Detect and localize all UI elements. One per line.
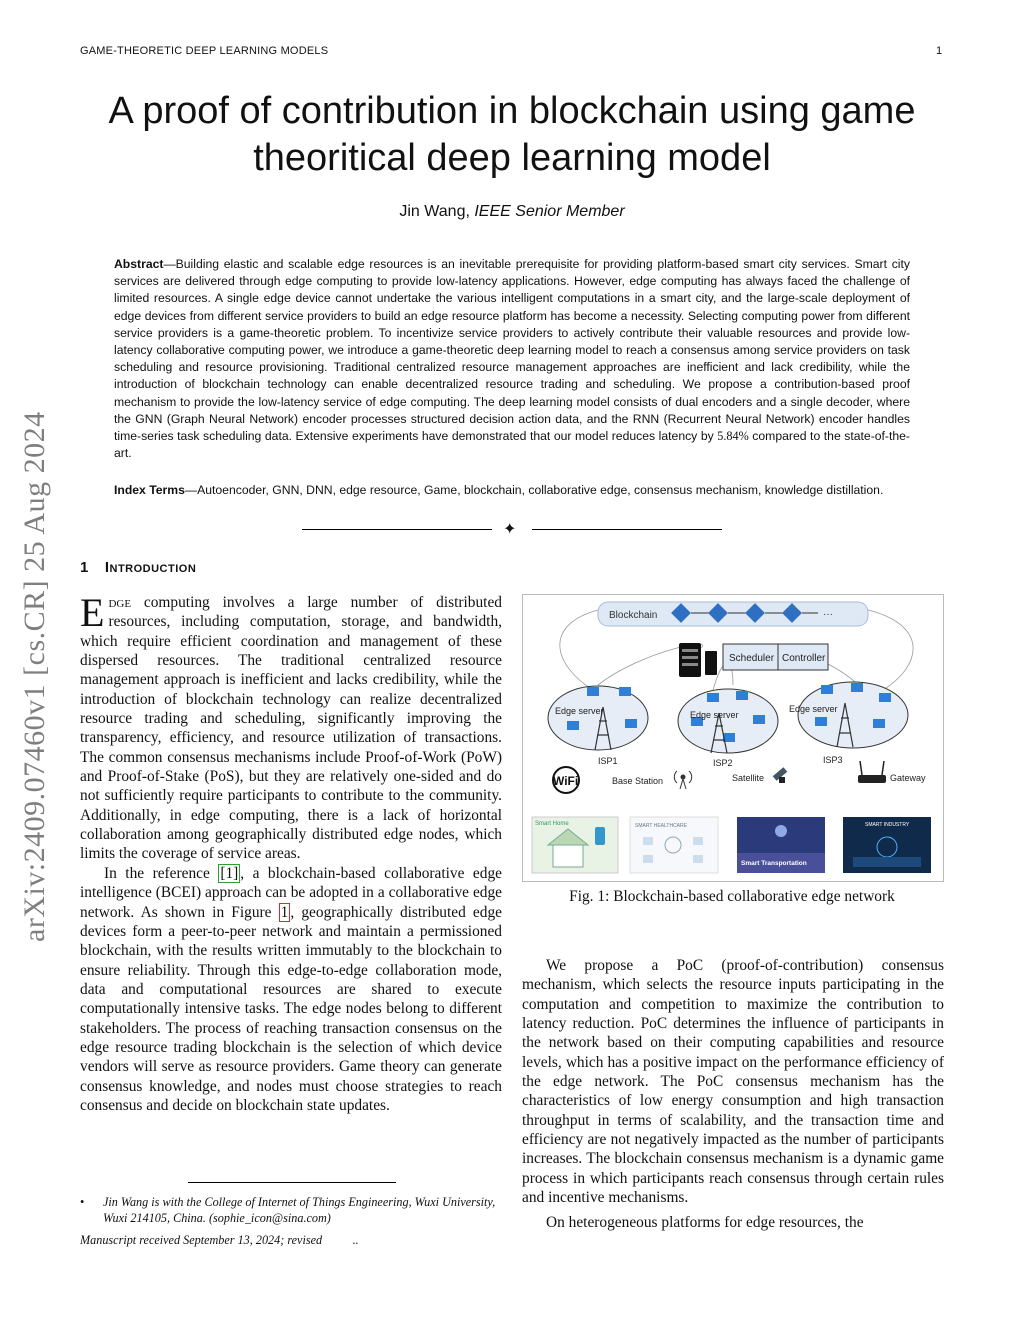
wifi-icon xyxy=(553,767,579,793)
smart-transportation-panel xyxy=(737,817,825,873)
figure-caption: Fig. 1: Blockchain-based collaborative edge network xyxy=(569,888,895,905)
isp2-label: ISP2 xyxy=(713,758,733,768)
smart-transportation-label: Smart Transportation xyxy=(741,860,807,867)
device-icon xyxy=(815,717,827,726)
edge-server-label-2: Edge server xyxy=(690,710,739,720)
section-number: 1 xyxy=(80,559,89,576)
section-heading xyxy=(80,559,196,576)
title-line-1: A proof of contribution in blockchain using game xyxy=(108,90,916,132)
footnote-text: Jin Wang is with the College of Internet of Things Engineering, Wuxi University, Wuxi 214105, China. (sophie_icon@sina.com) xyxy=(103,1195,496,1225)
satellite-label: Satellite xyxy=(732,773,765,783)
index-terms xyxy=(114,482,910,499)
right-paragraph-1: We propose a PoC (proof-of-contribution) consensus mechanism, which selects the resource inputs participating in the computation and competition to maximize the contribution to latency reduction. PoC determines the influence of participants in the network based on their computing capabilities and resource levels, which has a positive impact on the performance efficiency of the edge network. The PoC consensus mechanism has the characteristics of low energy consumption and high transaction throughput in terms of scalability, and the transaction time and efficiency are not negatively impacted as the number of participants increases. The blockchain consensus mechanism is a dynamic game process in which participants reach consensus through certain rules and incentive mechanisms. xyxy=(522,957,944,1207)
edge-server-label-3: Edge server xyxy=(789,704,838,714)
footnote-rule xyxy=(188,1182,396,1183)
section-title: Introduction xyxy=(104,559,197,576)
smart-industry-label: SMART INDUSTRY xyxy=(865,822,910,828)
divider-line-left xyxy=(302,529,492,530)
intro-right-column xyxy=(522,956,944,1233)
figure-link[interactable]: 1 xyxy=(280,903,289,921)
arxiv-stamp: arXiv:2409.07460v1 [cs.CR] 25 Aug 2024 xyxy=(18,411,51,942)
page-number: 1 xyxy=(936,45,943,57)
base-station-icon xyxy=(674,771,691,789)
divider-diamond-icon: ✦ xyxy=(503,521,517,538)
running-header: GAME-THEORETIC DEEP LEARNING MODELS xyxy=(80,45,329,57)
manuscript-note: Manuscript received September 13, 2024; revised .. xyxy=(80,1233,359,1247)
abstract-math: 5.84% xyxy=(717,429,749,444)
scheduler-label: Scheduler xyxy=(729,653,775,664)
edge-server-label-1: Edge server xyxy=(555,706,604,716)
device-icon xyxy=(873,719,885,728)
device-icon xyxy=(587,687,599,696)
author-affiliation: IEEE Senior Member xyxy=(474,203,625,220)
blockchain-ellipsis: ··· xyxy=(823,609,833,620)
device-icon xyxy=(707,693,719,702)
gateway-icon xyxy=(858,761,886,783)
dropcap: E xyxy=(80,590,105,635)
right-paragraph-2: On heterogeneous platforms for edge resources, the xyxy=(546,1214,864,1232)
paper-title xyxy=(40,88,984,182)
intro-p2-c: , geographically distributed edge devices form a peer-to-peer network and maintain a permissioned blockchain, with the results written immutably to the blockchain to ensure reliability. Through this edge-to-edge collaboration mode, data and computational resources are shared to execute computationally intensive tasks. The edge nodes belong to different stakeholders. The process of reaching transaction consensus on the edge resource trading blockchain is the selection of which device vendors will serve as resource providers. Game theory can generate consensus knowledge, and nodes must choose strategies to reach consensus and decide on blockchain state updates. xyxy=(80,903,502,1114)
controller-label: Controller xyxy=(782,653,826,664)
connector-left xyxy=(560,610,598,690)
abstract-label: Abstract xyxy=(114,257,164,271)
device-icon xyxy=(625,719,637,728)
divider-line-right xyxy=(532,529,722,530)
figure-1 xyxy=(522,594,944,882)
smart-healthcare-panel xyxy=(630,817,718,873)
dropcap-smallcaps: dge xyxy=(108,594,132,611)
index-terms-text: —Autoencoder, GNN, DNN, edge resource, Game, blockchain, collaborative edge, consensus mechanism, knowledge distillation. xyxy=(184,483,884,497)
abstract xyxy=(114,256,910,462)
smart-home-label: Smart Home xyxy=(535,821,569,827)
abstract-text-end: compared to the state-of-the-art. xyxy=(114,429,910,461)
intro-paragraph-1 xyxy=(80,590,502,864)
gateway-label: Gateway xyxy=(890,773,926,783)
author-line xyxy=(0,203,1024,221)
citation-link[interactable]: [1] xyxy=(220,864,239,882)
footnote xyxy=(80,1195,502,1226)
index-terms-label: Index Terms xyxy=(114,483,185,497)
device-icon xyxy=(879,693,891,702)
network-diagram xyxy=(523,595,943,881)
satellite-icon xyxy=(773,767,788,783)
central-server-icon xyxy=(679,643,717,677)
author-name: Jin Wang, xyxy=(399,203,470,220)
smart-home-panel xyxy=(532,817,618,873)
intro-p1-text: computing involves a large number of distributed resources, including computation, storage, and bandwidth, which require efficient coordination and management of these dispersed resources. The traditional centralized resource management approach is inefficient and lacks credibility, while the introduction of blockchain technology can realize decentralized resource trading and scheduling, significantly improving the transparency, efficiency, and resource utilization of transactions. The common consensus mechanisms include Proof-of-Work (PoW) and Proof-of-Stake (PoS), but they are relatively one-sided and do not sufficiently require participants to contribute to the community. Additionally, in edge computing, there is a lack of horizontal collaboration among geographically distributed edge nodes, which limits the coverage of service areas. xyxy=(80,594,502,863)
smart-industry-panel xyxy=(843,817,931,873)
isp1-label: ISP1 xyxy=(598,756,618,766)
abstract-text: —Building elastic and scalable edge resources is an inevitable prerequisite for providing platform-based smart city services. Smart city services are delivered through edge computing to provide low-latency applications. However, edge computing has always faced the challenge of limited resources. A single edge device cannot undertake the various intelligent computations in a smart city, and the large-scale deployment of edge devices from different service providers to build an edge resource platform has become a necessity. Selecting computing power from different service providers is a game-theoretic problem. To incentivize service providers to actively contribute their valuable resources and provide low-latency collaborative computing power, we introduce a game-theoretic deep learning model to reach a consensus among service providers on task scheduling and resource provisioning. Traditional centralized resource management approaches are inefficient and lack credibility, while the introduction of blockchain technology can enable decentralized resource trading and scheduling. We propose a contribution-based proof mechanism to provide the low-latency service of edge computing. The deep learning model consists of dual encoders and a single decoder, where the GNN (Graph Neural Network) encoder processes structured decision action data, and the RNN (Recurrent Neural Network) encoder handles time-series task scheduling data. Extensive experiments have demonstrated that our model reduces latency by xyxy=(114,257,910,444)
footnote-bullet: • xyxy=(80,1195,85,1209)
device-icon xyxy=(821,685,833,694)
device-icon xyxy=(851,683,863,692)
title-line-2: theoritical deep learning model xyxy=(253,137,771,179)
base-station-label: Base Station xyxy=(612,776,664,786)
device-icon xyxy=(736,691,748,700)
device-icon xyxy=(567,721,579,730)
intro-p2-a: In the reference xyxy=(104,864,219,882)
smart-healthcare-label: SMART HEALTHCARE xyxy=(635,823,687,829)
intro-left-column xyxy=(80,590,502,1115)
blockchain-label: Blockchain xyxy=(609,610,658,621)
wifi-label: WiFi xyxy=(553,774,579,788)
device-icon xyxy=(753,715,765,724)
intro-p2-b: , a blockchain-based collaborative edge intelligence (BCEI) approach can be adopted in a collaborative edge network. As shown in Figure xyxy=(80,864,502,921)
intro-paragraph-2 xyxy=(80,864,502,1115)
device-icon xyxy=(619,687,631,696)
connector-right xyxy=(868,610,913,690)
isp3-label: ISP3 xyxy=(823,755,843,765)
